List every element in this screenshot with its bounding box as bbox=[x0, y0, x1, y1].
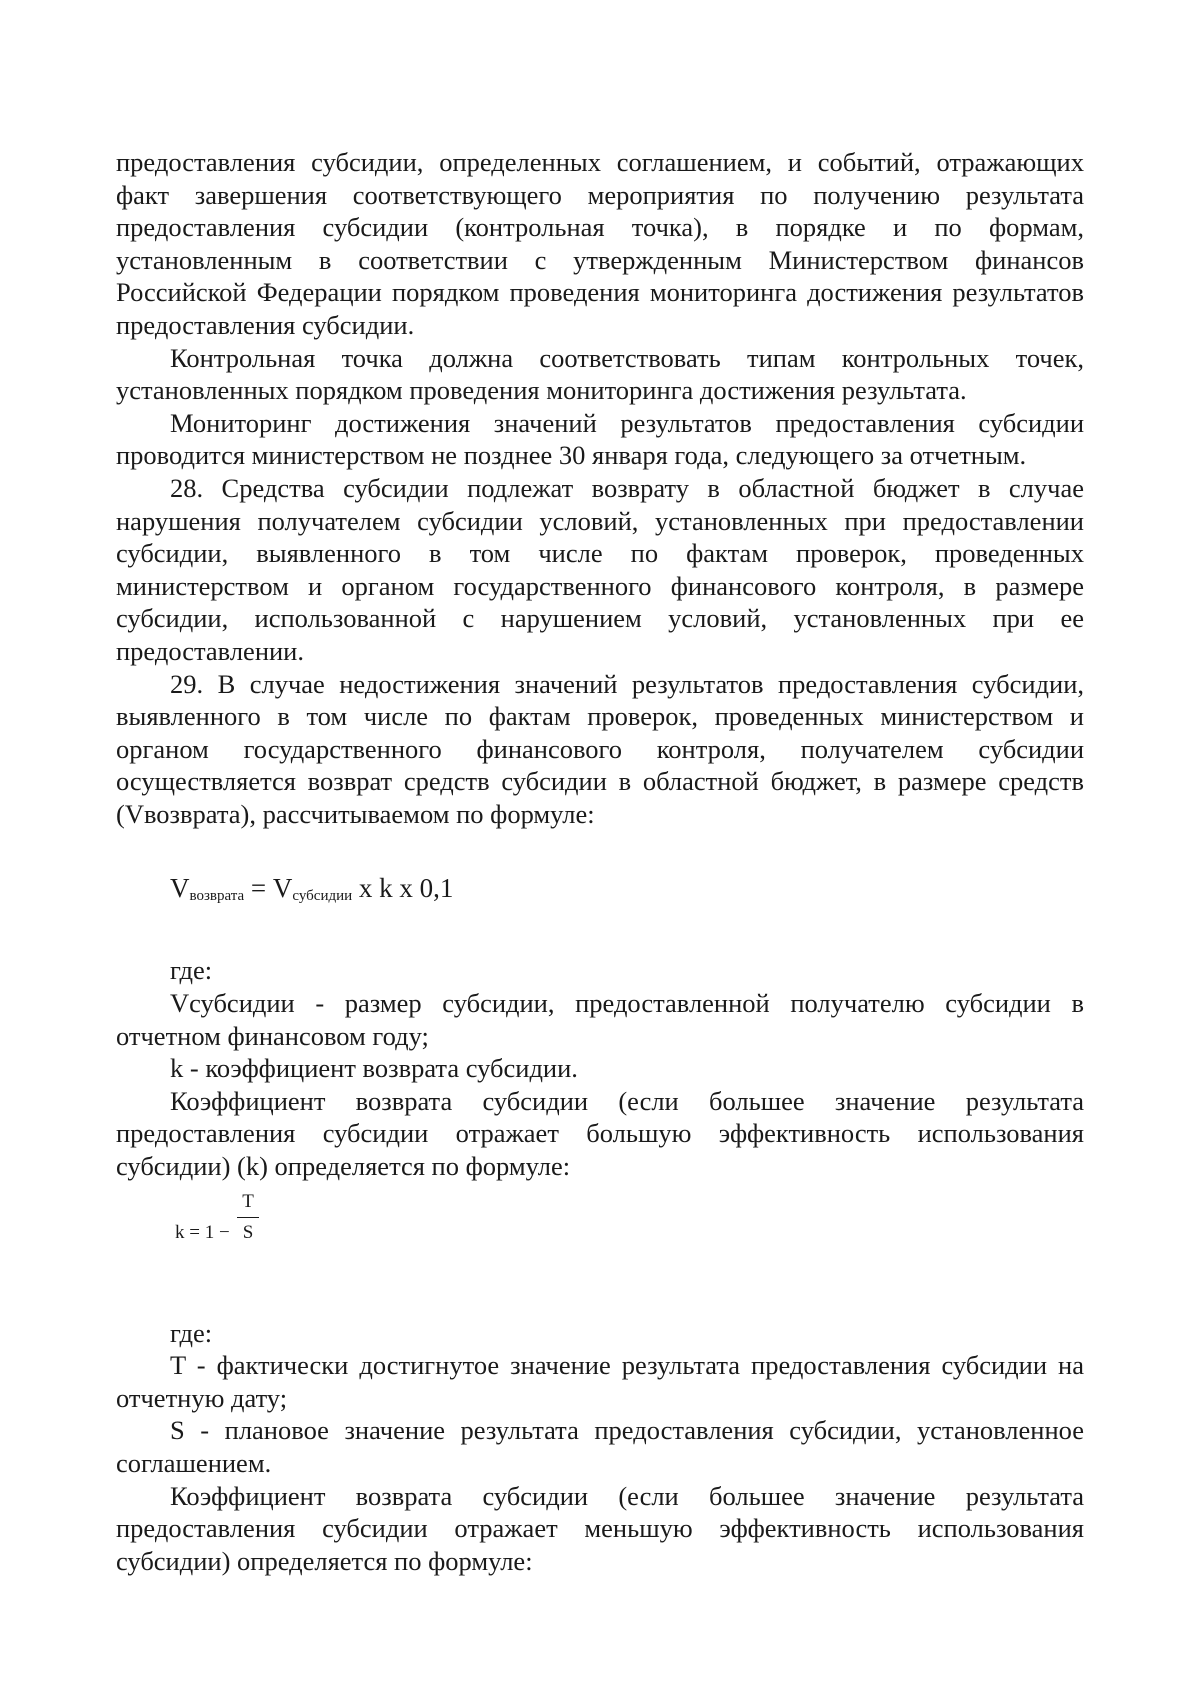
formula-return-volume bbox=[116, 870, 1084, 914]
definition-s: S - плановое значение результата предоставления субсидии, установленное соглашением. bbox=[116, 1415, 1084, 1478]
formula-rhs-subscript: субсидии bbox=[292, 888, 353, 905]
spacer bbox=[116, 914, 1084, 954]
fraction-numerator: T bbox=[242, 1190, 254, 1212]
paragraph-coefficient-lesser: Коэффициент возврата субсидии (если большее значение результата предоставления субсидии отражает меньшую эффективность использования субсидии) определяется по формуле: bbox=[116, 1480, 1084, 1576]
definition-t: T - фактически достигнутое значение результата предоставления субсидии на отчетную дату; bbox=[116, 1350, 1084, 1413]
formula-rhs-tail: x k x 0,1 bbox=[352, 873, 454, 904]
definition-v-subsidy: Vсубсидии - размер субсидии, предоставленной получателю субсидии в отчетном финансовом году; bbox=[116, 988, 1084, 1051]
definition-k: k - коэффициент возврата субсидии. bbox=[170, 1053, 578, 1084]
formula-k-fraction bbox=[237, 1189, 259, 1246]
fraction-bar bbox=[237, 1217, 259, 1218]
where-label-2: где: bbox=[170, 1317, 213, 1348]
document-page bbox=[116, 146, 1084, 1577]
paragraph-clause-29: 29. В случае недостижения значений результатов предоставления субсидии, выявленного в том числе по фактам проверок, проведенных министерством и органом государственного финансового контроля, получателем субсидии осуществляется возврат средств субсидии в областной бюджет, в размере средств (Vвозврата), рассчитываемом по формуле: bbox=[116, 668, 1084, 829]
paragraph-control-point: Контрольная точка должна соответствовать типам контрольных точек, установленных порядком проведения мониторинга достижения результата. bbox=[116, 342, 1084, 406]
paragraph-monitoring: Мониторинг достижения значений результатов предоставления субсидии проводится министерством не позднее 30 января года, следующего за отчетным. bbox=[116, 407, 1084, 471]
formula-lhs-subscript: возврата bbox=[189, 888, 245, 905]
spacer bbox=[116, 1269, 1084, 1317]
where-label-1: где: bbox=[170, 955, 213, 986]
paragraph-continuation: предоставления субсидии, определенных соглашением, и событий, отражающих факт завершения соответствующего мероприятия по получению результата предоставления субсидии (контрольная точка), в порядке и по формам, установленным в соответствии с утвержденным Министерством финансов Российской Федерации порядком проведения мониторинга достижения результатов предоставления субсидии. bbox=[116, 147, 1084, 340]
spacer bbox=[116, 830, 1084, 870]
formula-coefficient-k bbox=[116, 1183, 1084, 1269]
formula-k-lhs: k = 1 − bbox=[175, 1221, 230, 1243]
fraction-denominator: S bbox=[242, 1221, 254, 1243]
formula-equals: = bbox=[244, 873, 273, 904]
paragraph-clause-28: 28. Средства субсидии подлежат возврату в областной бюджет в случае нарушения получателем субсидии условий, установленных при предоставлении субсидии, выявленного в том числе по фактам проверок, проведенных министерством и органом государственного финансового контроля, в размере субсидии, использованной с нарушением условий, установленных при ее предоставлении. bbox=[116, 472, 1084, 666]
paragraph-coefficient-greater: Коэффициент возврата субсидии (если большее значение результата предоставления субсидии отражает большую эффективность использования субсидии) (k) определяется по формуле: bbox=[116, 1085, 1084, 1182]
formula-rhs-symbol: V bbox=[272, 873, 293, 904]
formula-lhs-symbol: V bbox=[170, 873, 190, 904]
